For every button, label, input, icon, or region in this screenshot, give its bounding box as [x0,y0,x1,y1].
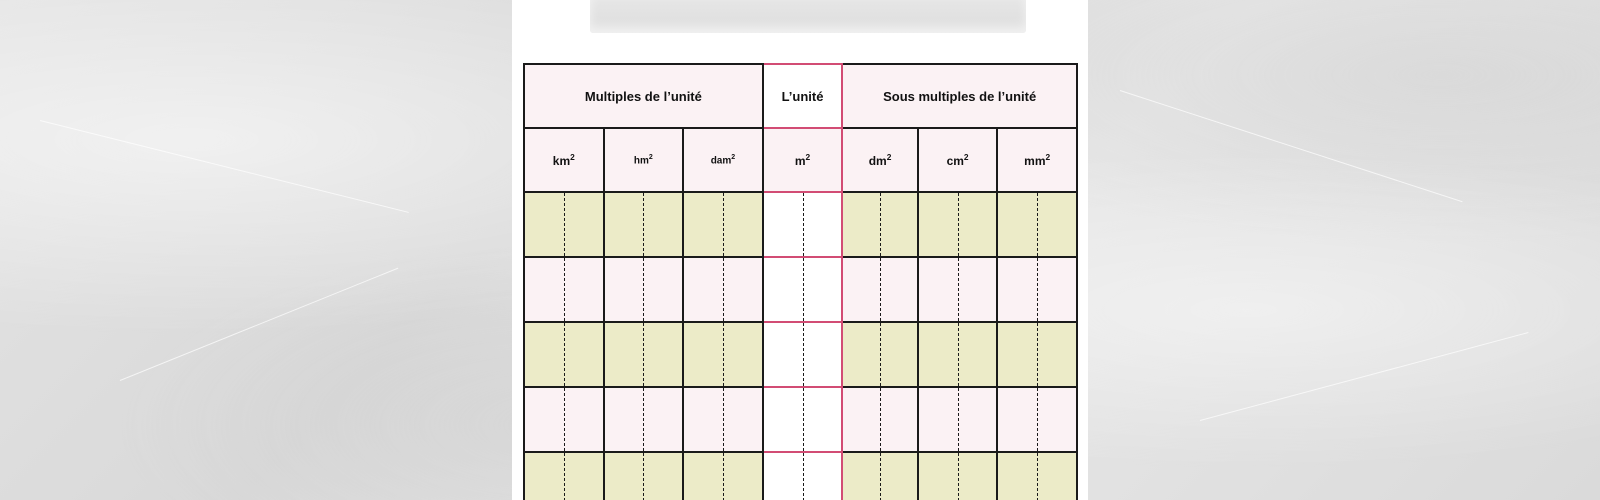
dashed-divider [723,193,724,256]
dashed-divider [880,388,881,451]
dashed-divider [803,258,804,321]
digit-cell[interactable] [918,387,998,452]
dashed-divider [958,453,959,500]
dashed-divider [643,323,644,386]
digit-cell[interactable] [683,387,763,452]
paper-crease [40,120,409,213]
dashed-divider [803,453,804,500]
digit-cell[interactable] [763,192,843,257]
digit-cell[interactable] [524,257,604,322]
unit-header-cell: $hm^2$ [604,128,684,192]
dashed-divider [880,258,881,321]
digit-cell[interactable] [842,452,917,500]
digit-cell[interactable] [604,322,684,387]
unit-header-cell: $mm^2$ [997,128,1077,192]
digit-cell[interactable] [604,192,684,257]
dashed-divider [1037,193,1038,256]
dashed-divider [1037,453,1038,500]
digit-cell[interactable] [918,257,998,322]
dashed-divider [643,193,644,256]
table-row [524,192,1077,257]
dashed-divider [564,258,565,321]
dashed-divider [803,323,804,386]
dashed-divider [643,453,644,500]
unit-header-cell: $dm^2$ [842,128,917,192]
worksheet-page [512,0,1088,500]
dashed-divider [1037,388,1038,451]
digit-cell[interactable] [997,192,1077,257]
digit-cell[interactable] [524,452,604,500]
digit-cell[interactable] [842,322,917,387]
unit-header-cell: dam$^2$ [683,128,763,192]
dashed-divider [723,453,724,500]
digit-cell[interactable] [604,387,684,452]
digit-cell[interactable] [524,322,604,387]
digit-cell[interactable] [763,452,843,500]
digit-cell[interactable] [918,192,998,257]
sub-multiples-header: Sous multiples de l’unité [842,64,1077,128]
group-header-row [524,64,1077,128]
dashed-divider [564,388,565,451]
area-conversion-table [523,63,1078,500]
digit-cell[interactable] [524,192,604,257]
digit-cell[interactable] [763,322,843,387]
dashed-divider [880,323,881,386]
header-image [590,0,1026,33]
paper-crease [120,268,399,381]
paper-crease [1120,90,1463,202]
dashed-divider [958,388,959,451]
dashed-divider [564,323,565,386]
digit-cell[interactable] [604,452,684,500]
dashed-divider [643,388,644,451]
dashed-divider [803,388,804,451]
dashed-divider [880,453,881,500]
table-row [524,322,1077,387]
digit-cell[interactable] [842,257,917,322]
dashed-divider [723,323,724,386]
dashed-divider [1037,258,1038,321]
digit-cell[interactable] [683,257,763,322]
digit-cell[interactable] [997,387,1077,452]
digit-cell[interactable] [842,387,917,452]
digit-cell[interactable] [997,322,1077,387]
digit-cell[interactable] [683,452,763,500]
unit-header-cell: $km^2$ [524,128,604,192]
digit-cell[interactable] [842,192,917,257]
dashed-divider [723,258,724,321]
unit-header: L’unité [763,64,843,128]
digit-cell[interactable] [918,452,998,500]
table-row [524,257,1077,322]
paper-crease [1200,332,1529,421]
dashed-divider [564,453,565,500]
digit-cell[interactable] [997,257,1077,322]
unit-header-cell: $m^2$ [763,128,843,192]
digit-cell[interactable] [763,257,843,322]
digit-cell[interactable] [683,192,763,257]
digit-cell[interactable] [763,387,843,452]
dashed-divider [958,193,959,256]
digit-cell[interactable] [683,322,763,387]
digit-cell[interactable] [918,322,998,387]
table-row [524,387,1077,452]
digit-cell[interactable] [997,452,1077,500]
multiples-header: Multiples de l’unité [524,64,763,128]
dashed-divider [723,388,724,451]
dashed-divider [564,193,565,256]
table-row [524,452,1077,500]
dashed-divider [1037,323,1038,386]
dashed-divider [880,193,881,256]
unit-row [524,128,1077,192]
dashed-divider [643,258,644,321]
dashed-divider [803,193,804,256]
digit-cell[interactable] [604,257,684,322]
digit-cell[interactable] [524,387,604,452]
dashed-divider [958,258,959,321]
dashed-divider [958,323,959,386]
unit-header-cell: $cm^2$ [918,128,998,192]
